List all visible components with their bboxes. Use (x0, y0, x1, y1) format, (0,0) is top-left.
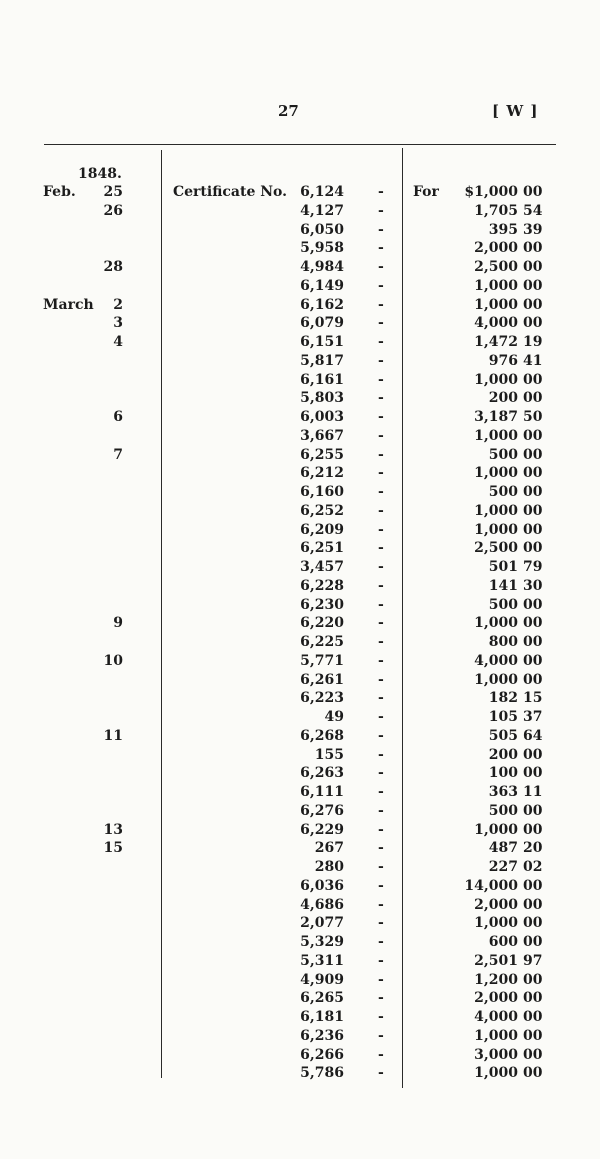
row-cents: 00 (523, 915, 543, 931)
row-dash: - (378, 597, 384, 613)
row-amount: 1,000 (474, 672, 518, 688)
row-amount: 1,000 (474, 297, 518, 313)
row-amount: 1,200 (474, 972, 518, 988)
row-certificate-number: 2,077 (300, 915, 344, 931)
row-amount: 1,472 (474, 334, 518, 350)
row-amount: 2,500 (474, 259, 518, 275)
row-certificate-number: 3,667 (300, 428, 344, 444)
row-certificate-number: 6,266 (300, 1047, 344, 1063)
row-dash: - (378, 747, 384, 763)
row-cents: 00 (523, 390, 543, 406)
row-dash: - (378, 1047, 384, 1063)
row-month: March (43, 297, 94, 313)
row-cents: 00 (523, 259, 543, 275)
row-dash: - (378, 297, 384, 313)
row-cents: 00 (523, 503, 543, 519)
row-amount: 2,500 (474, 540, 518, 556)
row-amount: 487 (488, 840, 518, 856)
row-amount: 1,000 (474, 822, 518, 838)
row-day: 13 (103, 822, 123, 838)
row-day: 6 (113, 409, 123, 425)
row-dash: - (378, 1009, 384, 1025)
row-dash: - (378, 1065, 384, 1081)
row-certificate-number: 6,223 (300, 690, 344, 706)
row-cents: 30 (523, 578, 543, 594)
row-cents: 97 (523, 953, 543, 969)
row-dash: - (378, 184, 384, 200)
row-dash: - (378, 634, 384, 650)
row-certificate-number: 6,229 (300, 822, 344, 838)
row-dash: - (378, 953, 384, 969)
row-cents: 00 (523, 765, 543, 781)
row-cents: 00 (523, 634, 543, 650)
row-amount: 4,000 (474, 1009, 518, 1025)
row-cents: 00 (523, 1009, 543, 1025)
row-cents: 00 (523, 897, 543, 913)
row-month: Feb. (43, 184, 76, 200)
row-cents: 00 (523, 878, 543, 894)
row-certificate-number: 6,160 (300, 484, 344, 500)
row-cents: 00 (523, 315, 543, 331)
row-cents: 00 (523, 934, 543, 950)
row-cents: 00 (523, 428, 543, 444)
row-day: 26 (103, 203, 123, 219)
row-day: 3 (113, 315, 123, 331)
row-day: 10 (103, 653, 123, 669)
row-dash: - (378, 428, 384, 444)
for-label: For (413, 184, 439, 200)
row-cents: 00 (523, 278, 543, 294)
row-certificate-number: 267 (314, 840, 344, 856)
row-dash: - (378, 522, 384, 538)
row-cents: 00 (523, 297, 543, 313)
row-dash: - (378, 709, 384, 725)
row-dash: - (378, 278, 384, 294)
row-certificate-number: 4,909 (300, 972, 344, 988)
row-dash: - (378, 409, 384, 425)
row-cents: 00 (523, 447, 543, 463)
row-cents: 39 (523, 222, 543, 238)
row-cents: 00 (523, 803, 543, 819)
row-certificate-number: 6,261 (300, 672, 344, 688)
row-cents: 00 (523, 615, 543, 631)
row-amount: 3,000 (474, 1047, 518, 1063)
row-certificate-number: 6,263 (300, 765, 344, 781)
row-dash: - (378, 222, 384, 238)
row-amount: 505 (488, 728, 518, 744)
row-amount: 227 (488, 859, 518, 875)
row-cents: 15 (523, 690, 543, 706)
row-day: 4 (113, 334, 123, 350)
row-amount: 182 (488, 690, 518, 706)
row-certificate-number: 6,161 (300, 372, 344, 388)
row-cents: 00 (523, 540, 543, 556)
row-certificate-number: 5,803 (300, 390, 344, 406)
row-cents: 54 (523, 203, 543, 219)
row-day: 2 (113, 297, 123, 313)
row-dash: - (378, 315, 384, 331)
row-dash: - (378, 840, 384, 856)
row-amount: 1,000 (474, 615, 518, 631)
row-dash: - (378, 784, 384, 800)
row-dash: - (378, 259, 384, 275)
row-amount: 976 (488, 353, 518, 369)
row-dash: - (378, 559, 384, 575)
row-cents: 00 (523, 597, 543, 613)
row-dash: - (378, 822, 384, 838)
row-day: 28 (103, 259, 123, 275)
row-cents: 00 (523, 1047, 543, 1063)
row-certificate-number: 6,079 (300, 315, 344, 331)
row-dash: - (378, 915, 384, 931)
row-certificate-number: 6,255 (300, 447, 344, 463)
row-dash: - (378, 728, 384, 744)
row-cents: 00 (523, 1065, 543, 1081)
row-cents: 00 (523, 465, 543, 481)
row-dash: - (378, 672, 384, 688)
row-amount: $1,000 (464, 184, 518, 200)
row-dash: - (378, 859, 384, 875)
row-certificate-number: 6,212 (300, 465, 344, 481)
row-cents: 00 (523, 990, 543, 1006)
row-dash: - (378, 878, 384, 894)
row-certificate-number: 6,228 (300, 578, 344, 594)
row-amount: 1,000 (474, 278, 518, 294)
row-dash: - (378, 765, 384, 781)
row-amount: 501 (488, 559, 518, 575)
row-cents: 00 (523, 747, 543, 763)
row-certificate-number: 6,151 (300, 334, 344, 350)
row-cents: 00 (523, 484, 543, 500)
row-cents: 19 (523, 334, 543, 350)
row-certificate-number: 5,817 (300, 353, 344, 369)
row-cents: 00 (523, 372, 543, 388)
row-cents: 64 (523, 728, 543, 744)
row-dash: - (378, 615, 384, 631)
row-cents: 11 (523, 784, 543, 800)
row-cents: 00 (523, 522, 543, 538)
row-cents: 00 (523, 672, 543, 688)
row-certificate-number: 6,003 (300, 409, 344, 425)
row-certificate-number: 6,268 (300, 728, 344, 744)
row-amount: 1,000 (474, 503, 518, 519)
row-certificate-number: 3,457 (300, 559, 344, 575)
certificate-label: Certificate No. (173, 184, 287, 200)
row-certificate-number: 5,311 (300, 953, 344, 969)
row-amount: 100 (488, 765, 518, 781)
row-dash: - (378, 540, 384, 556)
row-amount: 500 (488, 803, 518, 819)
row-amount: 1,000 (474, 1065, 518, 1081)
row-certificate-number: 280 (314, 859, 344, 875)
row-amount: 2,000 (474, 990, 518, 1006)
row-amount: 1,000 (474, 522, 518, 538)
row-amount: 363 (488, 784, 518, 800)
row-dash: - (378, 353, 384, 369)
row-amount: 1,000 (474, 372, 518, 388)
row-dash: - (378, 897, 384, 913)
row-dash: - (378, 972, 384, 988)
row-cents: 00 (523, 653, 543, 669)
row-cents: 50 (523, 409, 543, 425)
row-dash: - (378, 578, 384, 594)
row-certificate-number: 6,252 (300, 503, 344, 519)
page-number: 27 (278, 102, 299, 120)
row-cents: 00 (523, 972, 543, 988)
row-certificate-number: 5,329 (300, 934, 344, 950)
row-amount: 1,000 (474, 428, 518, 444)
row-amount: 1,000 (474, 465, 518, 481)
row-certificate-number: 5,771 (300, 653, 344, 669)
row-cents: 00 (523, 1028, 543, 1044)
row-cents: 00 (523, 240, 543, 256)
row-certificate-number: 6,124 (300, 184, 344, 200)
row-dash: - (378, 390, 384, 406)
row-dash: - (378, 447, 384, 463)
row-amount: 500 (488, 447, 518, 463)
row-cents: 02 (523, 859, 543, 875)
row-dash: - (378, 503, 384, 519)
row-amount: 500 (488, 484, 518, 500)
row-day: 7 (113, 447, 123, 463)
row-certificate-number: 6,236 (300, 1028, 344, 1044)
row-amount: 141 (488, 578, 518, 594)
row-amount: 3,187 (474, 409, 518, 425)
year-label: 1848. (78, 166, 122, 182)
row-amount: 600 (488, 934, 518, 950)
row-dash: - (378, 240, 384, 256)
row-amount: 200 (488, 390, 518, 406)
row-dash: - (378, 934, 384, 950)
row-cents: 41 (523, 353, 543, 369)
row-certificate-number: 6,265 (300, 990, 344, 1006)
row-certificate-number: 6,225 (300, 634, 344, 650)
row-cents: 00 (523, 822, 543, 838)
row-cents: 37 (523, 709, 543, 725)
row-day: 15 (103, 840, 123, 856)
row-dash: - (378, 334, 384, 350)
row-cents: 79 (523, 559, 543, 575)
row-certificate-number: 49 (324, 709, 344, 725)
row-dash: - (378, 990, 384, 1006)
row-dash: - (378, 690, 384, 706)
row-dash: - (378, 372, 384, 388)
row-certificate-number: 6,209 (300, 522, 344, 538)
row-certificate-number: 5,958 (300, 240, 344, 256)
row-dash: - (378, 465, 384, 481)
row-amount: 2,000 (474, 897, 518, 913)
row-amount: 2,000 (474, 240, 518, 256)
row-amount: 105 (488, 709, 518, 725)
row-day: 11 (103, 728, 123, 744)
row-certificate-number: 6,111 (300, 784, 344, 800)
page-tag: [ W ] (492, 102, 539, 120)
row-certificate-number: 4,127 (300, 203, 344, 219)
row-amount: 2,501 (474, 953, 518, 969)
row-cents: 20 (523, 840, 543, 856)
row-amount: 395 (488, 222, 518, 238)
row-amount: 800 (488, 634, 518, 650)
row-day: 25 (103, 184, 123, 200)
row-certificate-number: 6,220 (300, 615, 344, 631)
row-amount: 200 (488, 747, 518, 763)
row-cents: 00 (523, 184, 543, 200)
row-amount: 4,000 (474, 653, 518, 669)
row-certificate-number: 6,036 (300, 878, 344, 894)
row-amount: 1,000 (474, 915, 518, 931)
row-certificate-number: 6,050 (300, 222, 344, 238)
row-amount: 4,000 (474, 315, 518, 331)
row-certificate-number: 6,149 (300, 278, 344, 294)
row-certificate-number: 4,686 (300, 897, 344, 913)
row-day: 9 (113, 615, 123, 631)
row-dash: - (378, 803, 384, 819)
row-certificate-number: 6,251 (300, 540, 344, 556)
row-certificate-number: 6,230 (300, 597, 344, 613)
row-certificate-number: 4,984 (300, 259, 344, 275)
row-amount: 1,705 (474, 203, 518, 219)
row-certificate-number: 155 (314, 747, 344, 763)
row-dash: - (378, 484, 384, 500)
row-amount: 500 (488, 597, 518, 613)
row-amount: 14,000 (464, 878, 518, 894)
row-amount: 1,000 (474, 1028, 518, 1044)
row-dash: - (378, 203, 384, 219)
row-certificate-number: 6,181 (300, 1009, 344, 1025)
row-dash: - (378, 653, 384, 669)
row-certificate-number: 6,162 (300, 297, 344, 313)
row-certificate-number: 6,276 (300, 803, 344, 819)
row-certificate-number: 5,786 (300, 1065, 344, 1081)
row-dash: - (378, 1028, 384, 1044)
